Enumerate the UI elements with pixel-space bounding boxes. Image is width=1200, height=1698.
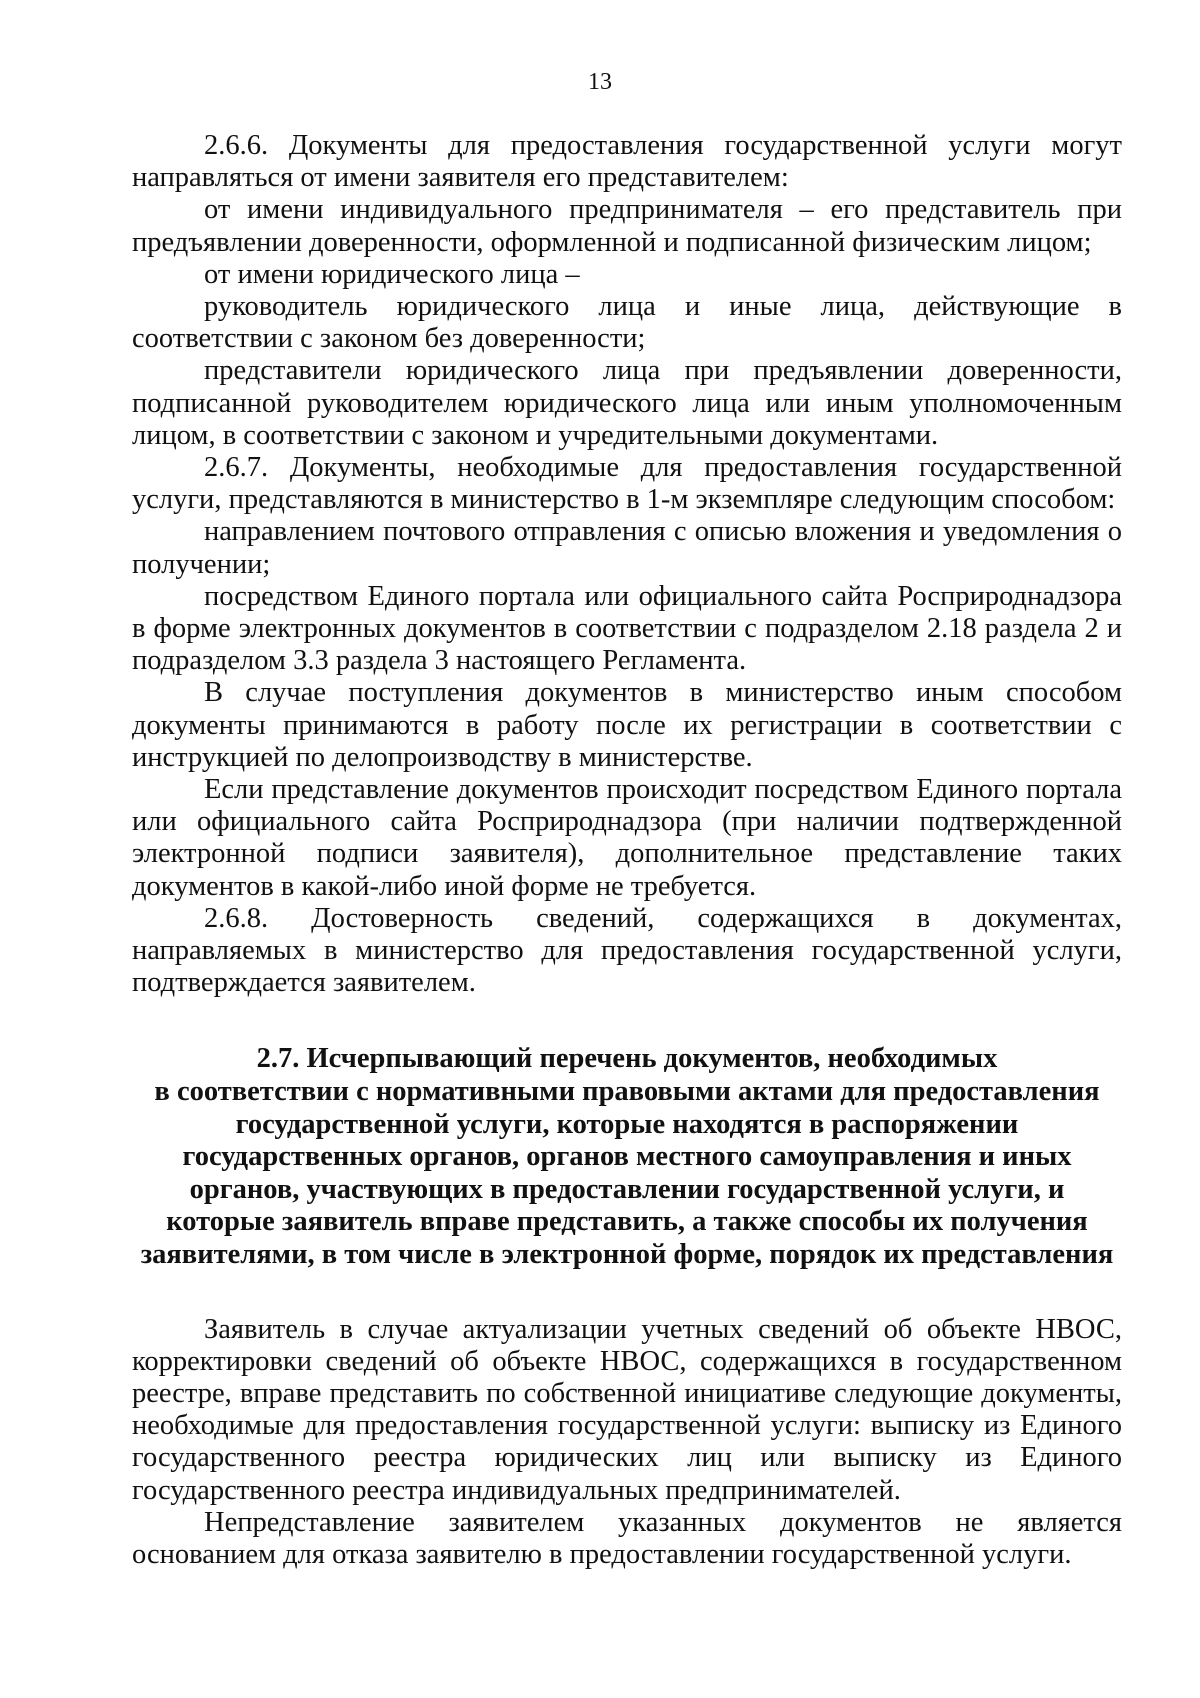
heading-line: органов, участвующих в предоставлении государственной услуги, и <box>189 1173 1065 1205</box>
heading-line: в соответствии с нормативными правовыми актами для предоставления <box>154 1076 1100 1108</box>
document-body <box>132 130 1122 1571</box>
section-2-7 <box>132 1314 1122 1572</box>
section-2-7-heading <box>132 1043 1122 1271</box>
paragraph-postal-delivery: направлением почтового отправления с описью вложения и уведомления о получении; <box>132 516 1122 580</box>
paragraph-electronic-signature: Если представление документов происходит посредством Единого портала или официального сайта Росприроднадзора (при наличии подтвержденной электронной подписи заявителя), дополнительное представление таких документов в какой-либо иной форме не требуется. <box>132 774 1122 902</box>
heading-line: государственной услуги, которые находятся в распоряжении <box>235 1108 1019 1140</box>
paragraph-applicant-documents: Заявитель в случае актуализации учетных сведений об объекте НВОС, корректировки сведений об объекте НВОС, содержащихся в государственном реестре, вправе представить по собственной инициативе следующие документы, необходимые для предоставления государственной услуги: выписку из Единого государственного реестра юридических лиц или выписку из Единого государственного реестра индивидуальных предпринимателей. <box>132 1313 1122 1506</box>
paragraph-head-of-legal-entity: руководитель юридического лица и иные лица, действующие в соответствии с законом без доверенности; <box>132 291 1122 355</box>
paragraph-other-method: В случае поступления документов в министерство иным способом документы принимаются в работу после их регистрации в соответствии с инструкцией по делопроизводству в министерстве. <box>132 677 1122 773</box>
paragraph-2-6-6: 2.6.6. Документы для предоставления государственной услуги могут направляться от имени заявителя его представителем: <box>132 130 1122 194</box>
section-2-6 <box>132 130 1122 999</box>
paragraph-individual-entrepreneur: от имени индивидуального предпринимателя – его представитель при предъявлении доверенности, оформленной и подписанной физическим лицом; <box>132 194 1122 258</box>
paragraph-non-submission: Непредставление заявителем указанных документов не является основанием для отказа заявителю в предоставлении государственной услуги. <box>132 1506 1122 1571</box>
paragraph-representatives: представители юридического лица при предъявлении доверенности, подписанной руководителем юридического лица или иным уполномоченным лицом, в соответствии с законом и учредительными документами. <box>132 355 1122 451</box>
heading-line: государственных органов, органов местного самоуправления и иных <box>182 1141 1072 1173</box>
heading-line: заявителями, в том числе в электронной форме, порядок их представления <box>140 1239 1114 1271</box>
page-number: 13 <box>588 69 612 95</box>
heading-line: которые заявитель вправе представить, а также способы их получения <box>166 1206 1088 1238</box>
paragraph-2-6-7: 2.6.7. Документы, необходимые для предоставления государственной услуги, представляются в министерство в 1-м экземпляре следующим способом: <box>132 452 1122 516</box>
paragraph-2-6-8: 2.6.8. Достоверность сведений, содержащихся в документах, направляемых в министерство для предоставления государственной услуги, подтверждается заявителем. <box>132 902 1122 999</box>
heading-line: 2.7. Исчерпывающий перечень документов, необходимых <box>256 1043 998 1075</box>
paragraph-unified-portal: посредством Единого портала или официального сайта Росприроднадзора в форме электронных документов в соответствии с подразделом 2.18 раздела 2 и подразделом 3.3 раздела 3 настоящего Регламента. <box>132 580 1122 677</box>
paragraph-legal-entity: от имени юридического лица – <box>204 258 580 290</box>
